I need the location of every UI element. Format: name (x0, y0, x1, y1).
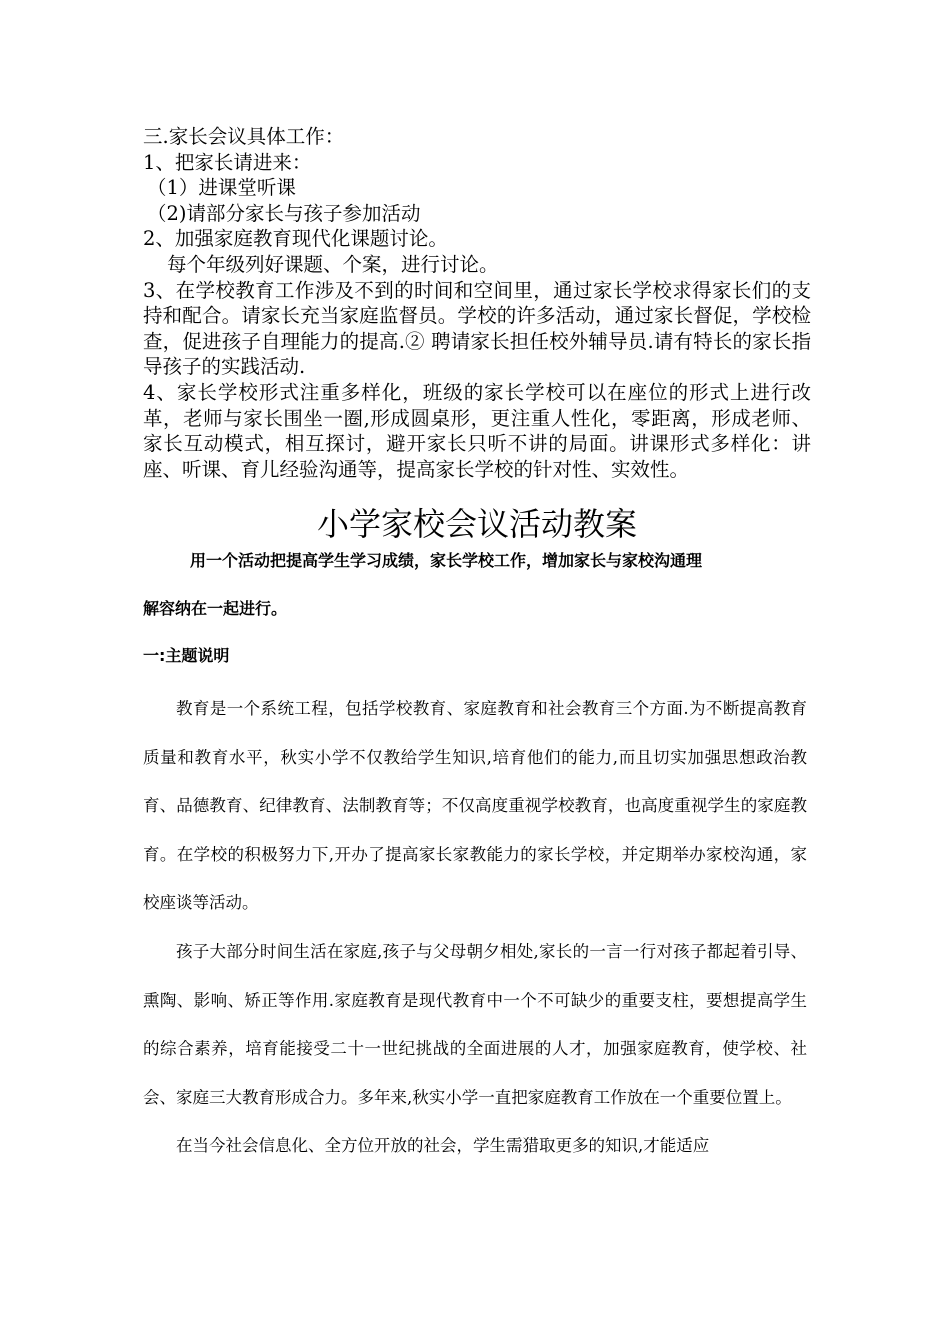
list-item: 1、把家长请进来： (143, 150, 312, 174)
top-section (143, 124, 811, 482)
intro-line: 用一个活动把提高学生学习成绩，家长学校工作，增加家长与家校沟通理 (190, 551, 703, 570)
list-subitem: （2)请部分家长与孩子参加活动 (147, 201, 421, 225)
paragraph: 在当今社会信息化、全方位开放的社会，学生需猎取更多的知识,才能适应 (176, 1136, 710, 1156)
list-item: 3、在学校教育工作涉及不到的时间和空间里，通过家长学校求得家长们的支持和配合。请家长充当家庭监督员。学校的许多活动，通过家长督促，学校检查，促进孩子自理能力的提高.② 聘请家长担任校外辅导员.请有特长的家长指导孩子的实践活动. (143, 278, 811, 379)
paragraph: 孩子大部分时间生活在家庭,孩子与父母朝夕相处,家长的一言一行对孩子都起着引导、熏陶、影响、矫正等作用.家庭教育是现代教育中一个不可缺少的重要支柱，要想提高学生的综合素养，培育能接受二十一世纪挑战的全面进展的人才，加强家庭教育，使学校、社会、家庭三大教育形成合力。多年来,秋实小学一直把家庭教育工作放在一个重要位置上。 (143, 941, 807, 1107)
body-text (143, 685, 807, 1171)
document-title: 小学家校会议活动教案 (316, 505, 637, 543)
paragraph: 教育是一个系统工程，包括学校教育、家庭教育和社会教育三个方面.为不断提高教育质量和教育水平，秋实小学不仅教给学生知识,培育他们的能力,而且切实加强思想政治教育、品德教育、纪律教育、法制教育等；不仅高度重视学校教育，也高度重视学生的家庭教育。在学校的积极努力下,开办了提高家长家教能力的家长学校，并定期举办家校沟通，家校座谈等活动。 (143, 699, 807, 913)
intro-line: 解容纳在一起进行。 (143, 599, 288, 618)
section-heading: 一:主题说明 (143, 646, 230, 665)
section-heading: 三.家长会议具体工作： (143, 125, 345, 148)
list-item: 2、加强家庭教育现代化课题讨论。 (143, 227, 448, 251)
list-subitem: （1）进课堂听课 (147, 176, 296, 200)
list-item-detail: 每个年级列好课题、个案，进行讨论。 (167, 252, 499, 276)
list-item: 4、家长学校形式注重多样化，班级的家长学校可以在座位的形式上进行改革，老师与家长围坐一圈,形成圆桌形，更注重人性化，零距离，形成老师、家长互动模式，相互探讨，避开家长只听不讲的局面。讲课形式多样化：讲座、听课、育儿经验沟通等，提高家长学校的针对性、实效性。 (143, 380, 811, 481)
